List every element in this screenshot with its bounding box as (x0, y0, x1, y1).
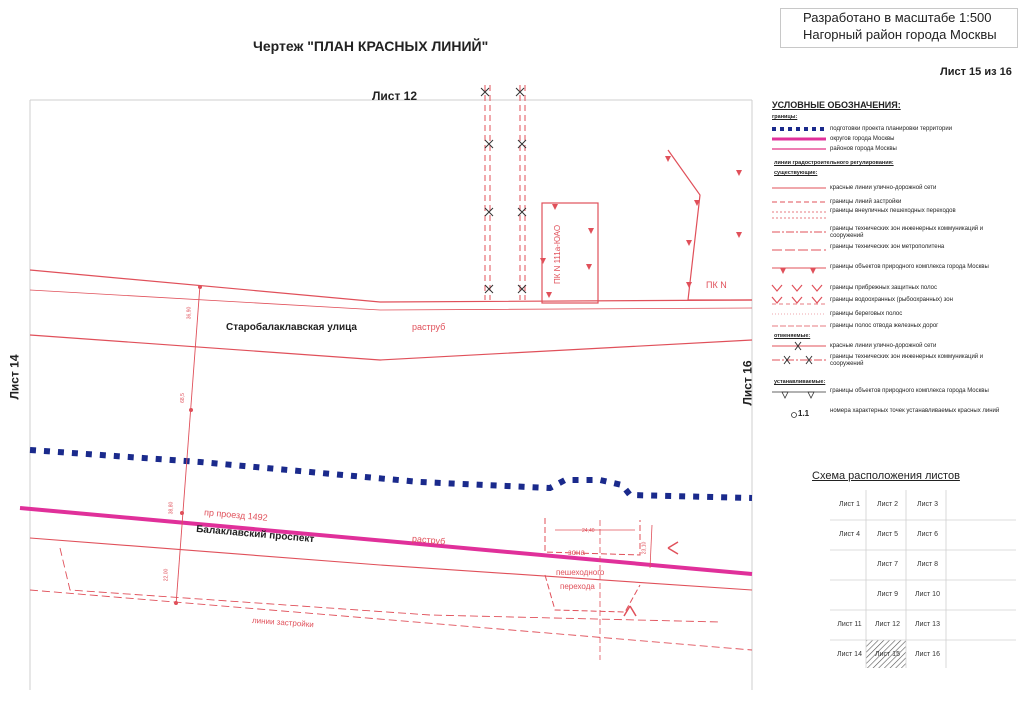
legend-group-regulation: линии градостроительного регулирования: (774, 160, 894, 166)
legend-symbol-established-0 (770, 388, 828, 402)
scheme-sheet-14: Лист 14 (837, 651, 862, 658)
scheme-sheet-11: Лист 11 (837, 621, 862, 628)
building-label: ПК N 111а-ЮАО (553, 224, 563, 285)
scale-line: Разработано в масштабе 1:500 (803, 10, 992, 25)
scheme-title: Схема расположения листов (812, 470, 960, 482)
street-label-upper: Старобалаклавская улица (226, 322, 357, 333)
passage-label: пр проезд 1492 (203, 507, 269, 523)
scheme-sheet-8: Лист 8 (916, 561, 939, 568)
pedestrian-zone-lower (545, 575, 640, 612)
legend-symbol-existing-9 (770, 320, 828, 334)
building-line-lower (60, 548, 720, 622)
scheme-sheet-13: Лист 13 (915, 621, 940, 628)
project-boundary-line (30, 450, 752, 498)
scheme-sheet-16: Лист 16 (915, 651, 940, 658)
legend-symbol-existing-2 (770, 208, 828, 222)
zone-label-2: пешеходного (556, 568, 605, 577)
dimension-label-2: 68,5 (179, 393, 186, 403)
scheme-sheet-7: Лист 7 (876, 561, 899, 568)
red-line-upper-north (30, 270, 752, 302)
dimension-label-3: 38,80 (168, 501, 175, 515)
legend-title: УСЛОВНЫЕ ОБОЗНАЧЕНИЯ: (772, 100, 901, 110)
dimension-line-vertical (176, 285, 200, 605)
scheme-sheet-2: Лист 2 (876, 501, 899, 508)
pedestrian-marker-2 (624, 606, 636, 616)
street-label-lower: Балаклавский проспект (195, 523, 315, 546)
adjacent-sheet-left: Лист 14 (7, 354, 22, 400)
district-line: Нагорный район города Москвы (803, 27, 997, 42)
building-block (542, 203, 598, 303)
zone-label-3: перехода (560, 582, 595, 591)
legend-sub-cancelled: отменяемые: (774, 333, 811, 339)
legend-symbol-existing-5 (770, 264, 828, 278)
legend-symbol-existing-4 (770, 244, 828, 258)
legend-sub-existing: существующие: (774, 170, 818, 176)
legend-symbol-cancelled-0 (770, 340, 828, 354)
adjacent-sheet-top: Лист 12 (372, 89, 418, 103)
cancel-cross-marks (481, 88, 526, 293)
legend-symbol-cancelled-1 (770, 354, 828, 368)
scheme-sheet-10: Лист 10 (915, 591, 940, 598)
legend-group-boundaries: границы: (772, 114, 798, 120)
scale-info-box (780, 8, 1018, 48)
scheme-sheets (830, 490, 1016, 668)
rastrub-label-upper: раструб (412, 322, 446, 332)
scheme-sheet-4: Лист 4 (838, 531, 861, 538)
dimension-label-4: 22,00 (163, 568, 170, 582)
legend-symbol-district (770, 143, 828, 157)
dimension-label-horizontal: 24,40 (582, 528, 595, 534)
dimension-label-small: 23,10 (641, 541, 648, 555)
pk-label: ПК N (706, 280, 727, 290)
legend-symbol-existing-7 (770, 294, 828, 308)
pedestrian-marker-1 (668, 542, 678, 554)
zone-label-1: зона (568, 548, 585, 557)
dimension-line-small (650, 525, 652, 568)
dimension-label-1: 36,90 (186, 306, 193, 320)
legend-point-symbol: 1.1 (798, 409, 810, 418)
red-line-upper-south (30, 335, 752, 360)
legend-symbol-existing-3 (770, 226, 828, 240)
scheme-sheet-12: Лист 12 (875, 621, 900, 628)
drawing-title: Чертеж "ПЛАН КРАСНЫХ ЛИНИЙ" (253, 38, 489, 54)
scheme-sheet-1: Лист 1 (838, 501, 861, 508)
scheme-sheet-3: Лист 3 (916, 501, 939, 508)
building-line-label: линии застройки (251, 615, 315, 630)
scheme-sheet-6: Лист 6 (916, 531, 939, 538)
scheme-sheet-5: Лист 5 (876, 531, 899, 538)
pedestrian-zone-upper (545, 518, 640, 555)
legend-sub-established: устанавливаемые: (774, 379, 826, 385)
rastrub-label-lower: раструб (411, 533, 446, 547)
adjacent-sheet-right: Лист 16 (740, 360, 755, 406)
scheme-sheet-9: Лист 9 (876, 591, 899, 598)
legend-symbol-existing-0 (770, 182, 828, 196)
legend-panel: УСЛОВНЫЕ ОБОЗНАЧЕНИЯ: границы: подготовки проекта планировки территории округов города Москвы районов города Москвы линии градостроительного регулирования: существующие: красные линии улично-дорожной сети границы линий застройки границы внеуличных пешеходных переходов границы технических зон инженерных коммуникаций и сооружений границы технических зон метрополитена границы объектов природного комплекса города Москвы границы прибрежных защитных полос границы водоохранных (рыбоохранных) зон границы береговых полос границы полос отвода железных дорог отменяемые: красные линии улично-дорожной сети границы технических зон инженерных коммуникаций и сооружений устанавливаемые: границы объектов природного комплекса города Москвы 1.1 номера характерных точек устанавливаемых красных линий (768, 96, 1012, 436)
natural-boundary-markers (540, 156, 742, 298)
scheme-sheet-15: Лист 15 (875, 651, 900, 658)
sheet-counter: Лист 15 из 16 (940, 66, 1012, 78)
